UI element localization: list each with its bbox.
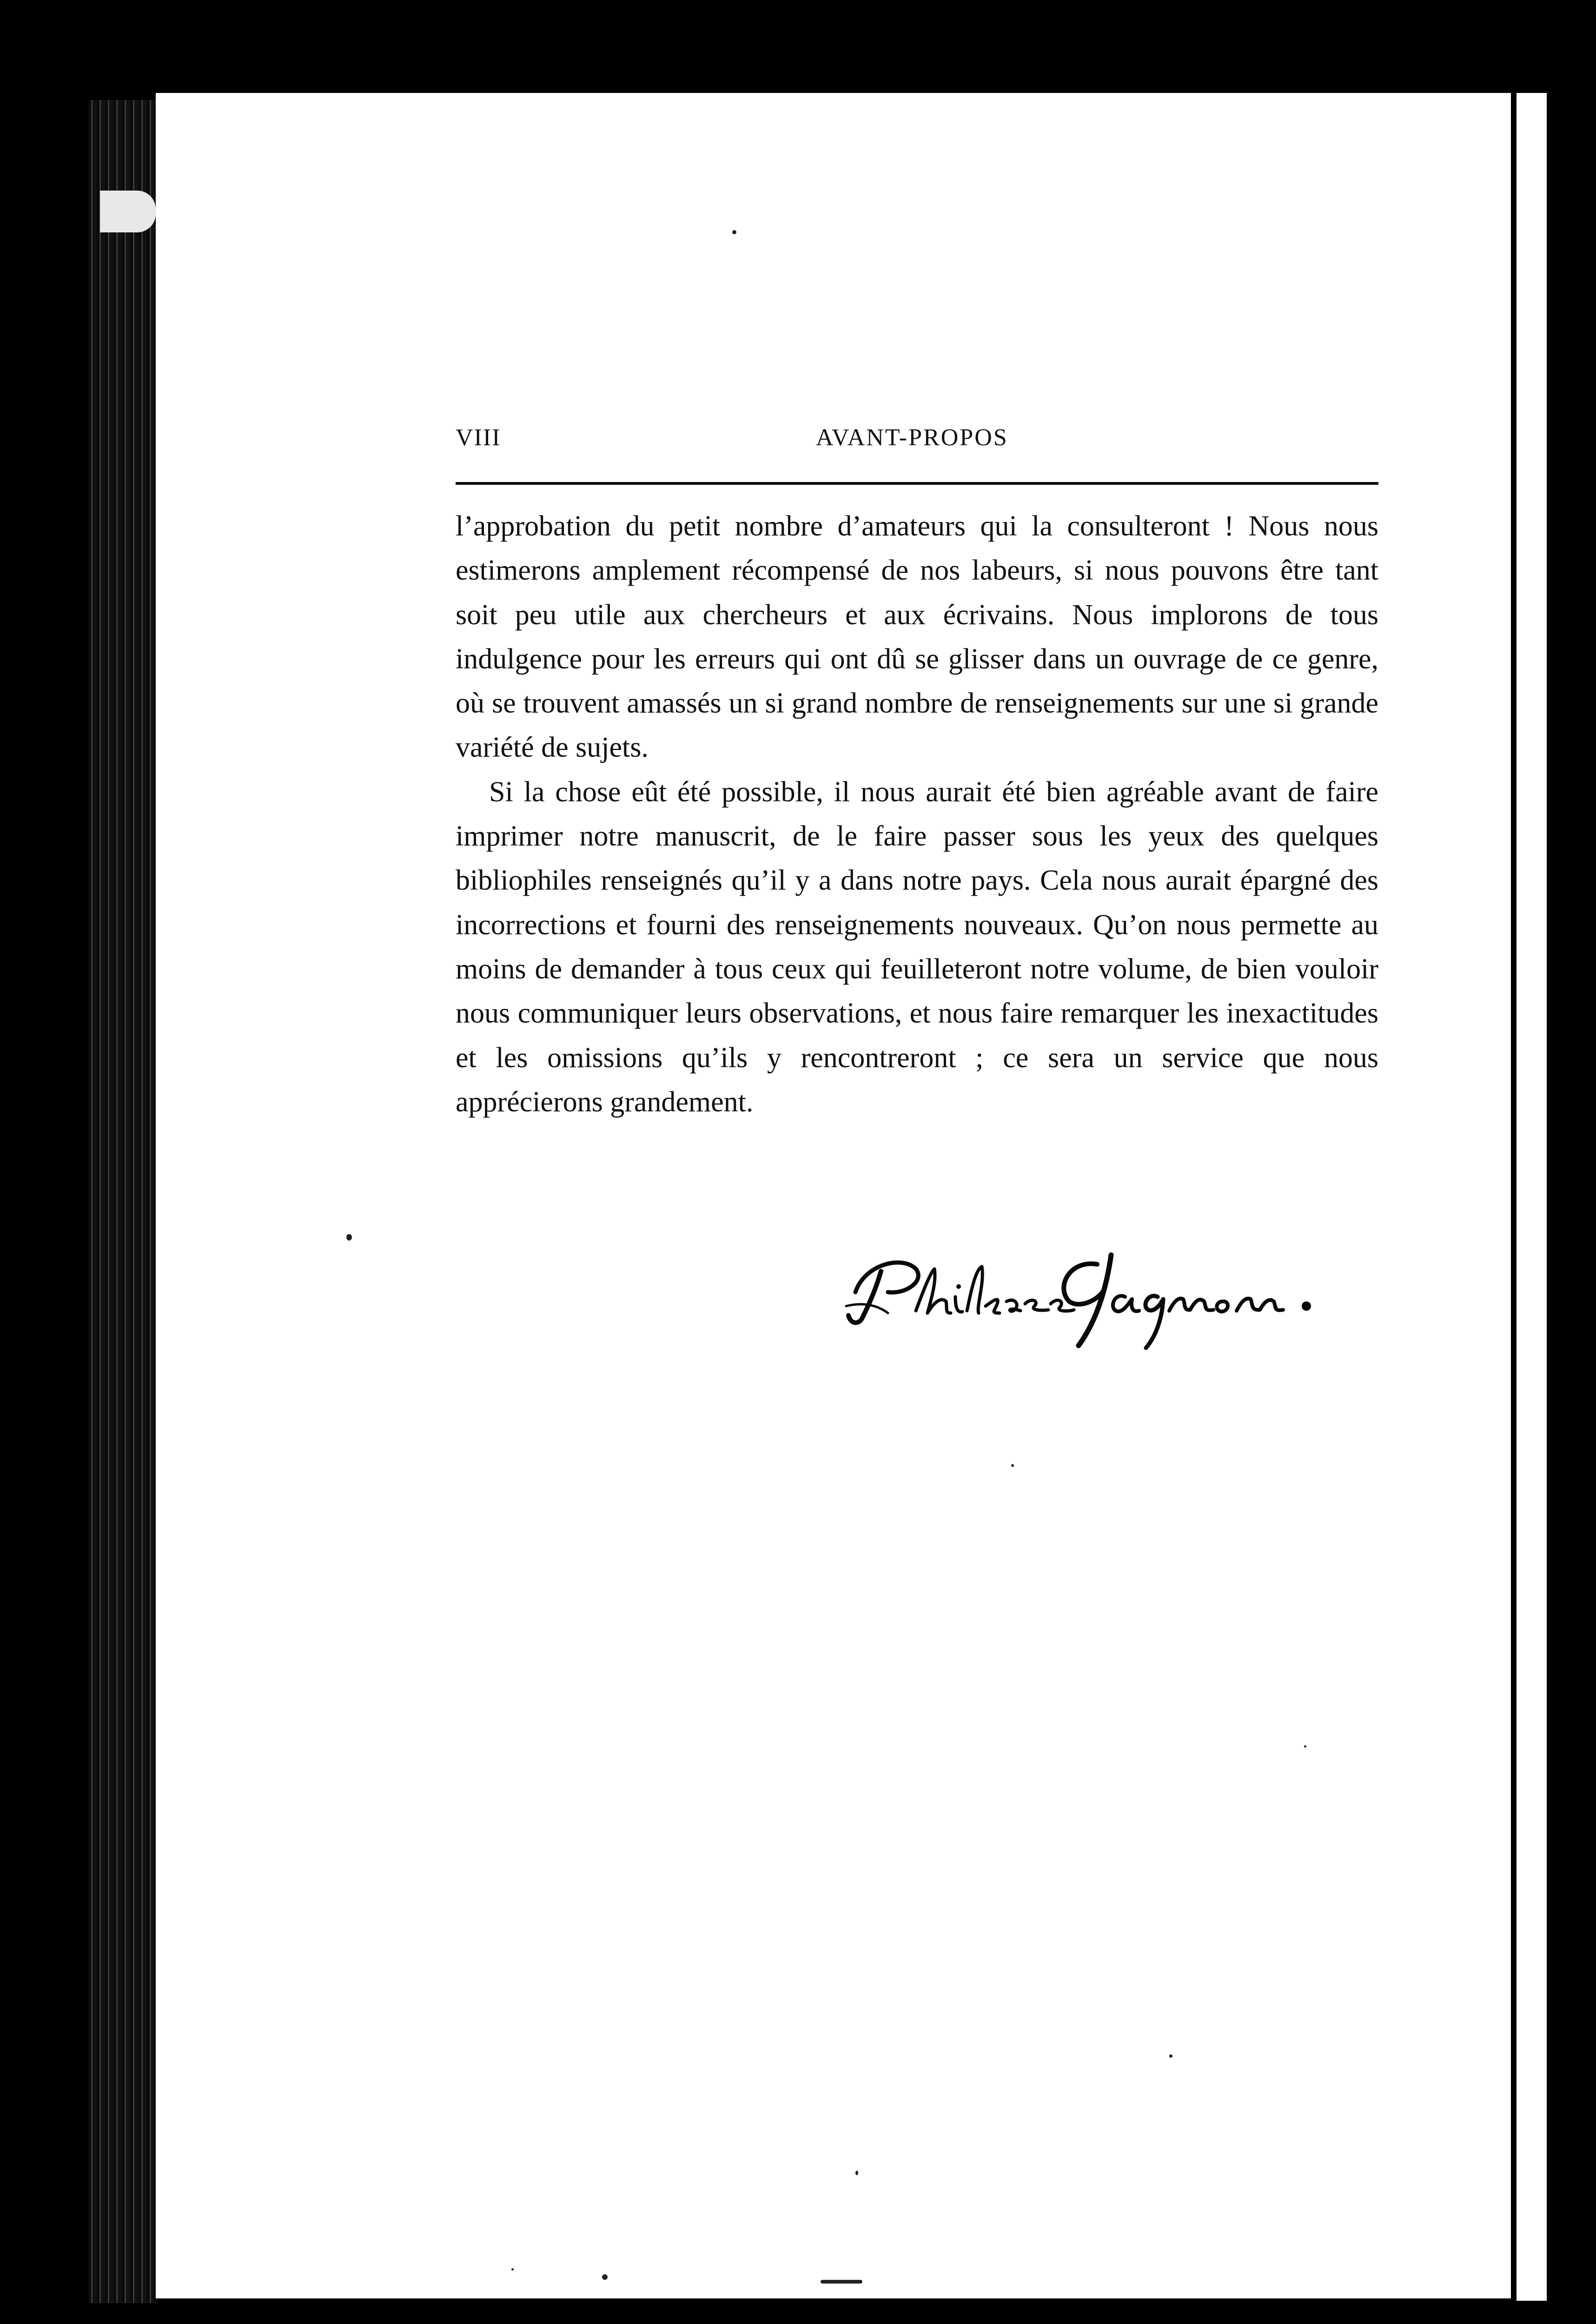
scan-speck bbox=[732, 230, 736, 234]
binding-notch bbox=[100, 191, 156, 232]
scan-speck bbox=[511, 2268, 514, 2271]
page-right-edge bbox=[1517, 93, 1547, 2301]
scan-speck bbox=[1169, 2054, 1172, 2058]
scan-speck bbox=[855, 2171, 858, 2175]
scan-speck bbox=[1011, 1464, 1014, 1467]
book-binding-edge bbox=[88, 100, 158, 2303]
paragraph-1: l’approbation du petit nombre d’amateurs qui la consulteront ! Nous nous estimerons amplement récompensé de nos labeurs, si nous pouvons être tant soit peu utile aux chercheurs et aux écrivains. Nous implorons de tous indulgence pour les erreurs qui ont dû se glisser dans un ouvrage de ce genre, où se trouvent amassés un si grand nombre de renseignements sur une si grande variété de sujets. bbox=[456, 510, 1378, 764]
scan-speck bbox=[602, 2274, 608, 2280]
running-header bbox=[456, 424, 1378, 456]
header-rule bbox=[456, 482, 1378, 485]
page-number: VIII bbox=[456, 424, 501, 451]
running-title: AVANT-PROPOS bbox=[816, 424, 1008, 451]
scan-speck bbox=[346, 1234, 352, 1241]
paragraph-2: Si la chose eût été possible, il nous aurait été bien agréable avant de faire imprimer notre manuscrit, de le faire passer sous les yeux des quelques bibliophiles renseignés qu’il y a dans notre pays. Cela nous aurait épargné des incorrections et fourni des renseignements nouveaux. Qu’on nous permette au moins de demander à tous ceux qui feuilleteront notre volume, de bien vouloir nous communiquer leurs observations, et nous faire remarquer les inexactitudes et les omissions qu’ils y rencontreront ; ce sera un service que nous apprécierons grandement. bbox=[456, 776, 1378, 1118]
scan-speck bbox=[1304, 1745, 1306, 1748]
body-text bbox=[456, 504, 1378, 1124]
handwritten-signature bbox=[837, 1236, 1339, 1357]
scan-speck bbox=[821, 2280, 862, 2284]
